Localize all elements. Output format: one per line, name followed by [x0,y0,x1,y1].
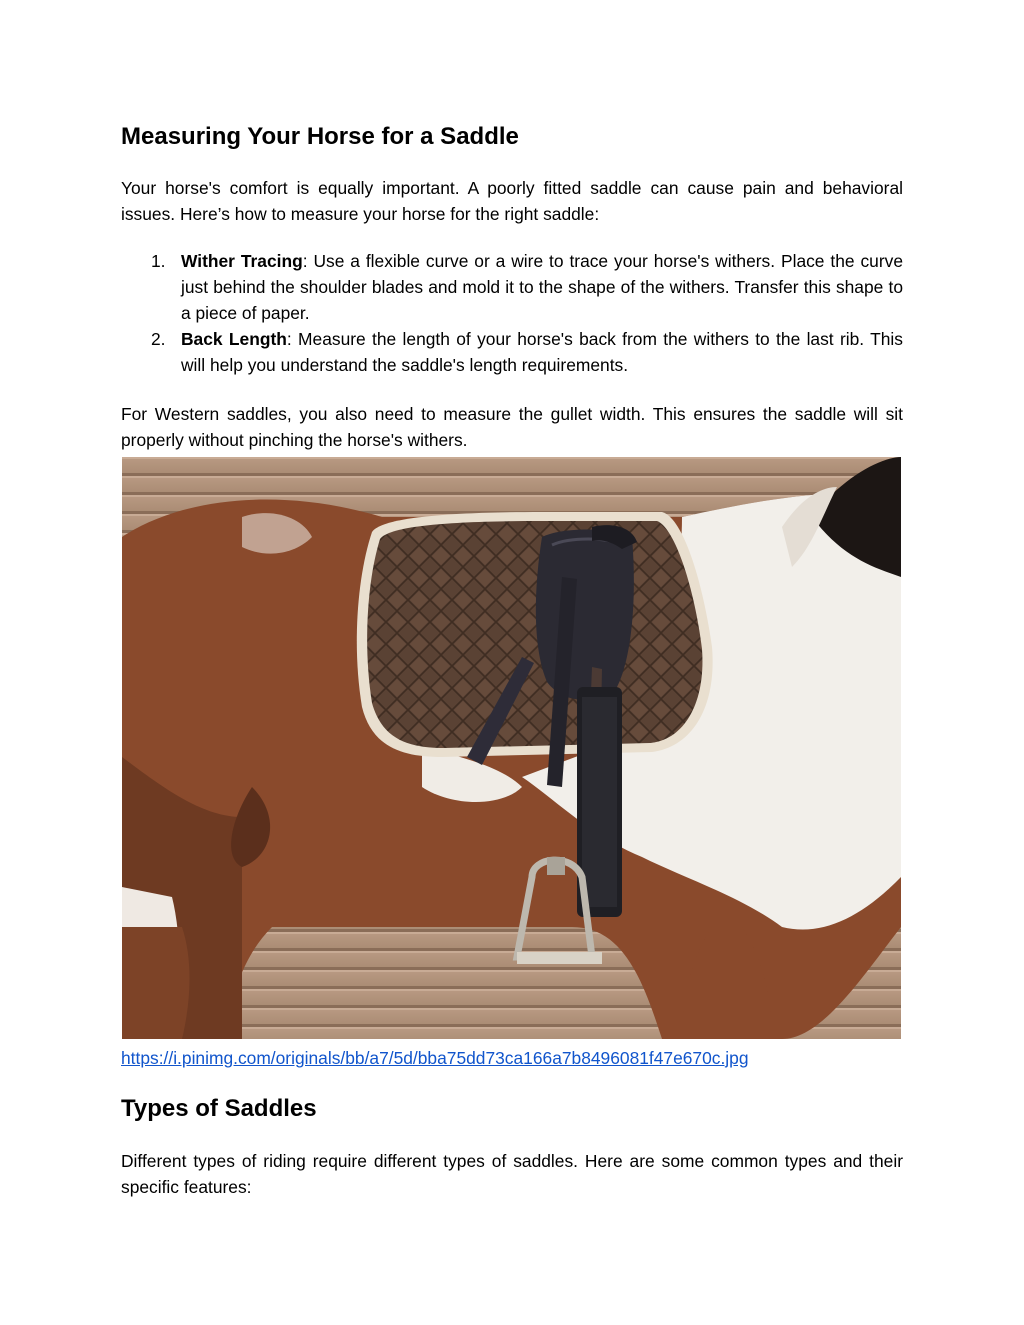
step-text: : Use a flexible curve or a wire to trace your horse's withers. Place the curve just behind the shoulder blades and mold it to the shape of the withers. Transfer this shape to a piece of paper. [181,251,903,323]
western-saddle-paragraph: For Western saddles, you also need to measure the gullet width. This ensures the saddle will sit properly without pinching the horse's withers. [121,404,903,450]
intro-paragraph: Your horse's comfort is equally important. A poorly fitted saddle can cause pain and behavioral issues. Here’s how to measure your horse for the right saddle: [121,178,903,224]
list-item-back-length [121,326,903,378]
step-title: Wither Tracing [181,251,303,271]
step-text: : Measure the length of your horse's back from the withers to the last rib. This will help you understand the saddle's length requirements. [181,329,903,375]
types-intro-paragraph: Different types of riding require different types of saddles. Here are some common types and their specific features: [121,1151,903,1197]
section-heading-types: Types of Saddles [121,1095,317,1122]
measurement-steps-list [121,248,903,378]
image-source-link[interactable]: https://i.pinimg.com/originals/bb/a7/5d/bba75dd73ca166a7b8496081f47e670c.jpg [121,1048,749,1068]
section-heading-measuring: Measuring Your Horse for a Saddle [121,123,519,150]
list-item-wither-tracing [121,248,903,326]
list-number: 2. [151,329,166,349]
horse-saddle-photo [122,457,901,1039]
step-title: Back Length [181,329,287,349]
list-number: 1. [151,251,166,271]
